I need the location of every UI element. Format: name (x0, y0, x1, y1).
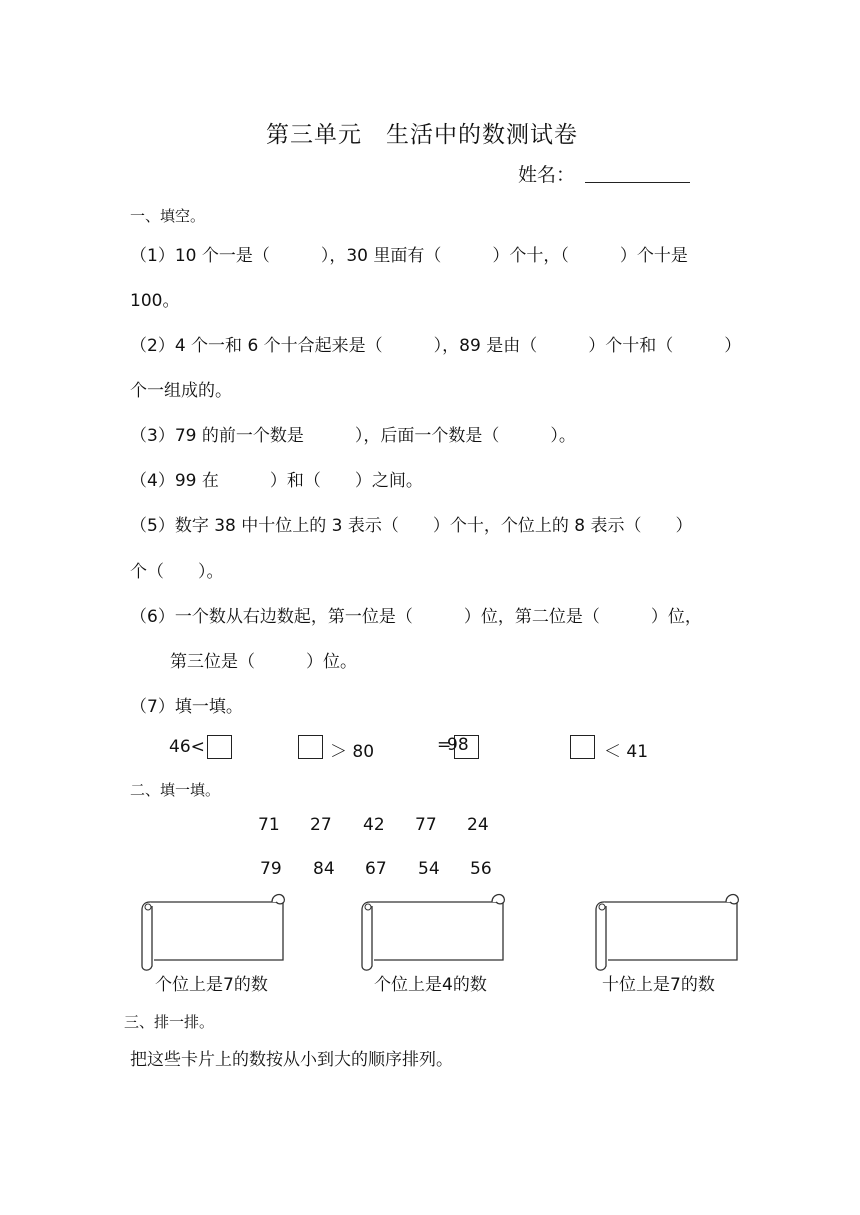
question-5-line-2: 个（ ）。 (130, 562, 224, 582)
scroll-caption-3: 十位上是7的数 (602, 975, 715, 995)
scroll-caption-2: 个位上是4的数 (374, 975, 487, 995)
number-card: 71 (258, 815, 280, 835)
number-card: 56 (470, 859, 492, 879)
q7-d-suffix: ＜ 41 (604, 742, 649, 762)
question-7: （7）填一填。 (130, 697, 243, 717)
q7-c-box-value: 98 (447, 735, 469, 755)
question-5-line-1: （5）数字 38 中十位上的 3 表示（ ）个十，个位上的 8 表示（ ） (130, 516, 693, 536)
scroll-answer-box-2[interactable] (360, 892, 510, 972)
number-card: 67 (365, 859, 387, 879)
number-card: 77 (415, 815, 437, 835)
number-card: 24 (467, 815, 489, 835)
number-card: 54 (418, 859, 440, 879)
question-3: （3）79 的前一个数是 ），后面一个数是（ ）。 (130, 426, 576, 446)
question-1-line-2: 100。 (130, 291, 180, 311)
q7-b-answer-box[interactable] (298, 735, 323, 759)
name-blank-line[interactable] (585, 181, 690, 183)
q7-a-answer-box[interactable] (207, 735, 232, 759)
q7-c-prefix: = (437, 735, 452, 755)
section-heading-fill: 二、填一填。 (130, 781, 221, 799)
q7-d-answer-box[interactable] (570, 735, 595, 759)
number-card: 84 (313, 859, 335, 879)
page-title: 第三单元 生活中的数测试卷 (266, 122, 578, 148)
scroll-caption-1: 个位上是7的数 (155, 975, 268, 995)
question-2-line-2: 个一组成的。 (130, 381, 232, 401)
number-card: 27 (310, 815, 332, 835)
section-3-instruction: 把这些卡片上的数按从小到大的顺序排列。 (130, 1050, 453, 1070)
scroll-answer-box-1[interactable] (140, 892, 290, 972)
q7-a-prefix: 46< (169, 737, 205, 757)
q7-b-suffix: ＞ 80 (330, 742, 375, 762)
section-heading-order: 三、排一排。 (124, 1013, 215, 1031)
question-2-line-1: （2）4 个一和 6 个十合起来是（ ），89 是由（ ）个十和（ ） (130, 336, 742, 356)
name-label: 姓名： (518, 164, 576, 186)
number-card: 79 (260, 859, 282, 879)
question-4: （4）99 在 ）和（ ）之间。 (130, 471, 423, 491)
question-6-line-1: （6）一个数从右边数起，第一位是（ ）位，第二位是（ ）位， (130, 607, 702, 627)
number-card: 42 (363, 815, 385, 835)
question-1-line-1: （1）10 个一是（ ），30 里面有（ ）个十，（ ）个十是 (130, 246, 688, 266)
section-heading-fill-blank: 一、填空。 (130, 207, 206, 225)
scroll-answer-box-3[interactable] (594, 892, 744, 972)
question-6-line-2: 第三位是（ ）位。 (170, 652, 357, 672)
